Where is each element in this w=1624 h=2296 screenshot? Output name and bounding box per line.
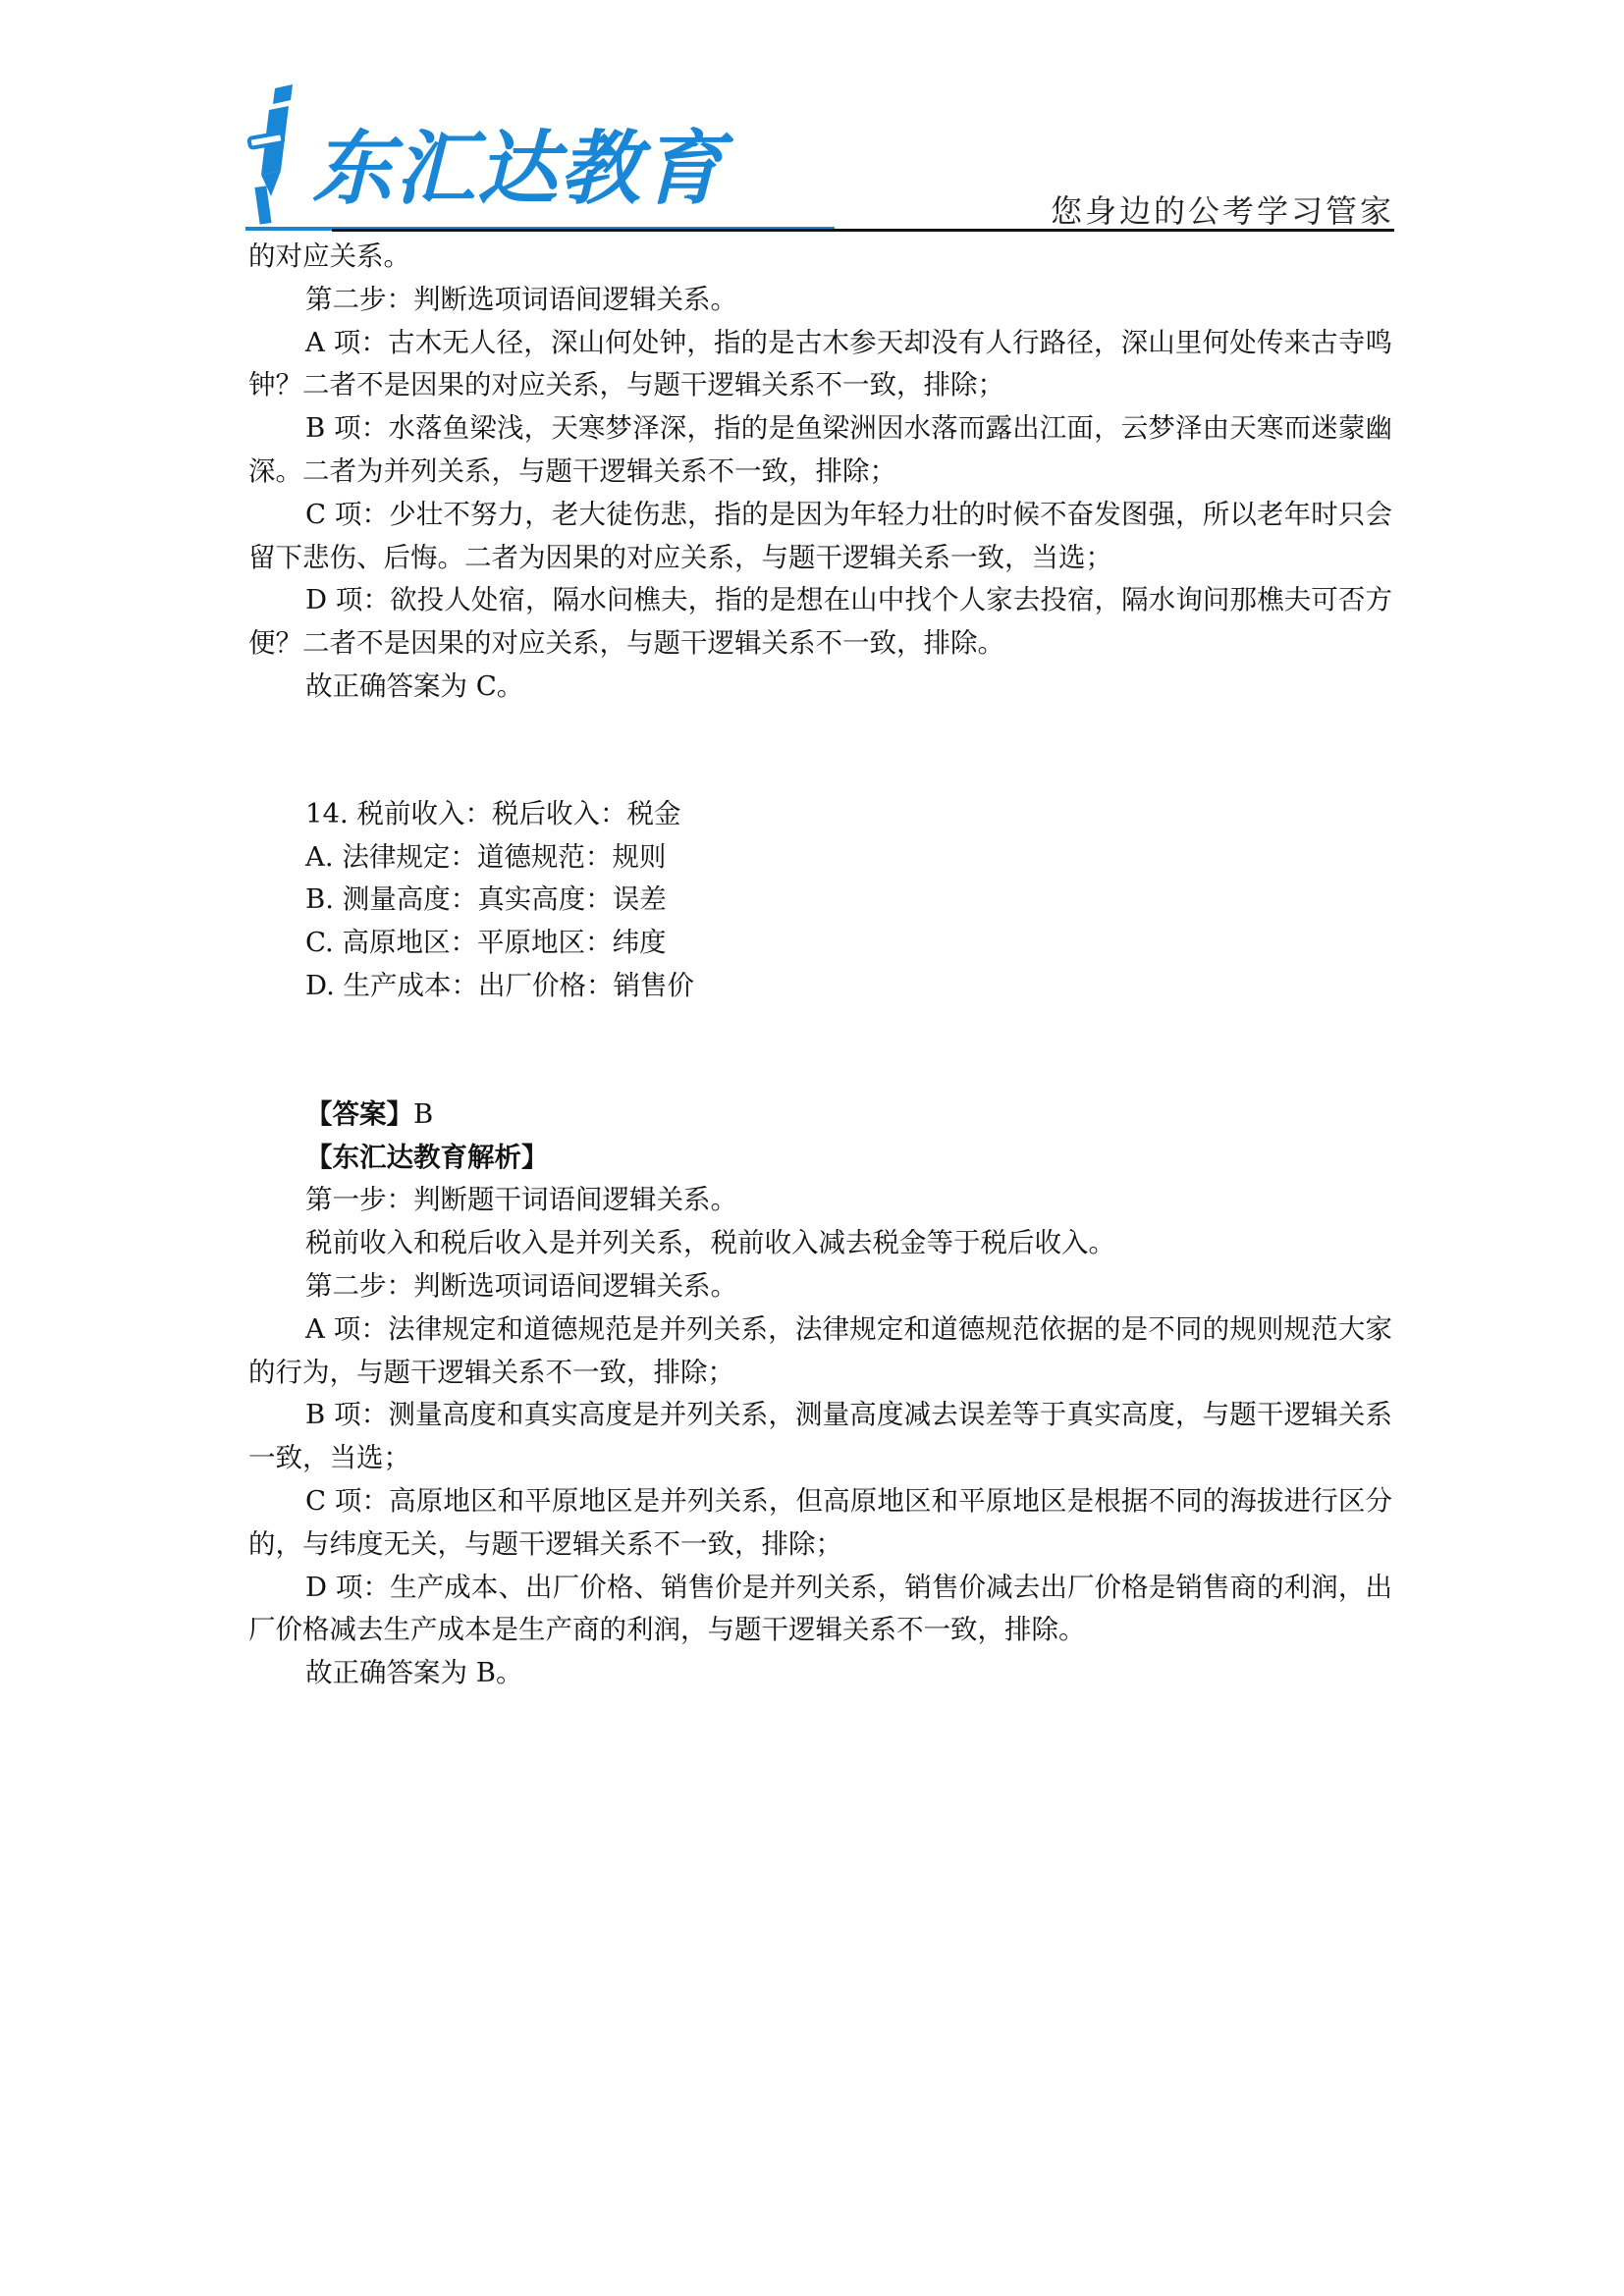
option-analysis: B 项：测量高度和真实高度是并列关系，测量高度减去误差等于真实高度，与题干逻辑关系一致，当选； (248, 1399, 1392, 1474)
question-option: A. 法律规定：道德规范：规则 (305, 840, 667, 873)
step-heading: 第一步：判断题干词语间逻辑关系。 (305, 1184, 737, 1216)
question-option: D. 生产成本：出厂价格：销售价 (305, 969, 695, 1001)
option-analysis: C 项：少壮不努力，老大徒伤悲，指的是因为年轻力壮的时候不奋发图强，所以老年时只会留下悲伤、后悔。二者为因果的对应关系，与题干逻辑关系一致，当选； (248, 498, 1392, 573)
step-heading: 第二步：判断选项词语间逻辑关系。 (305, 283, 737, 315)
logo (245, 77, 835, 234)
option-analysis: D 项：欲投人处宿，隔水问樵夫，指的是想在山中找个人家去投宿，隔水询问那樵夫可否方便？二者不是因果的对应关系，与题干逻辑关系不一致，排除。 (248, 584, 1392, 660)
question-option: C. 高原地区：平原地区：纬度 (305, 927, 667, 959)
option-analysis: A 项：法律规定和道德规范是并列关系，法律规定和道德规范依据的是不同的规则规范大家的行为，与题干逻辑关系不一致，排除； (248, 1312, 1392, 1388)
logo-text: 东汇达教育 (312, 123, 725, 216)
spacer (248, 709, 1392, 793)
document-body (248, 236, 1392, 1695)
page-header (245, 77, 1394, 234)
pencil-icon (248, 84, 293, 225)
conclusion: 故正确答案为 B。 (305, 1657, 523, 1689)
spacer (248, 1008, 1392, 1094)
question-option: B. 测量高度：真实高度：误差 (305, 883, 667, 916)
paragraph: 税前收入和税后收入是并列关系，税前收入减去税金等于税后收入。 (305, 1227, 1115, 1259)
answer-line (248, 1094, 1392, 1137)
step-heading: 第二步：判断选项词语间逻辑关系。 (305, 1269, 737, 1302)
answer-value: B (413, 1097, 434, 1130)
answer-label: 【答案】 (305, 1097, 413, 1130)
option-analysis: D 项：生产成本、出厂价格、销售价是并列关系，销售价减去出厂价格是销售商的利润，出厂价格减去生产成本是生产商的利润，与题干逻辑关系不一致，排除。 (248, 1571, 1392, 1646)
paragraph: 的对应关系。 (248, 240, 410, 272)
analysis-title: 【东汇达教育解析】 (305, 1141, 549, 1173)
conclusion: 故正确答案为 C。 (305, 669, 524, 702)
option-analysis: A 项：古木无人径，深山何处钟，指的是古木参天却没有人行路径，深山里何处传来古寺鸣钟？二者不是因果的对应关系，与题干逻辑关系不一致，排除； (248, 326, 1392, 401)
header-slogan: 您身边的公考学习管家 (1050, 192, 1394, 230)
option-analysis: B 项：水落鱼梁浅，天寒梦泽深，指的是鱼梁洲因水落而露出江面，云梦泽由天寒而迷蒙幽深。二者为并列关系，与题干逻辑关系不一致，排除； (248, 412, 1392, 487)
question-stem: 14. 税前收入：税后收入：税金 (305, 797, 681, 829)
option-analysis: C 项：高原地区和平原地区是并列关系，但高原地区和平原地区是根据不同的海拔进行区分的，与纬度无关，与题干逻辑关系不一致，排除； (248, 1484, 1392, 1560)
